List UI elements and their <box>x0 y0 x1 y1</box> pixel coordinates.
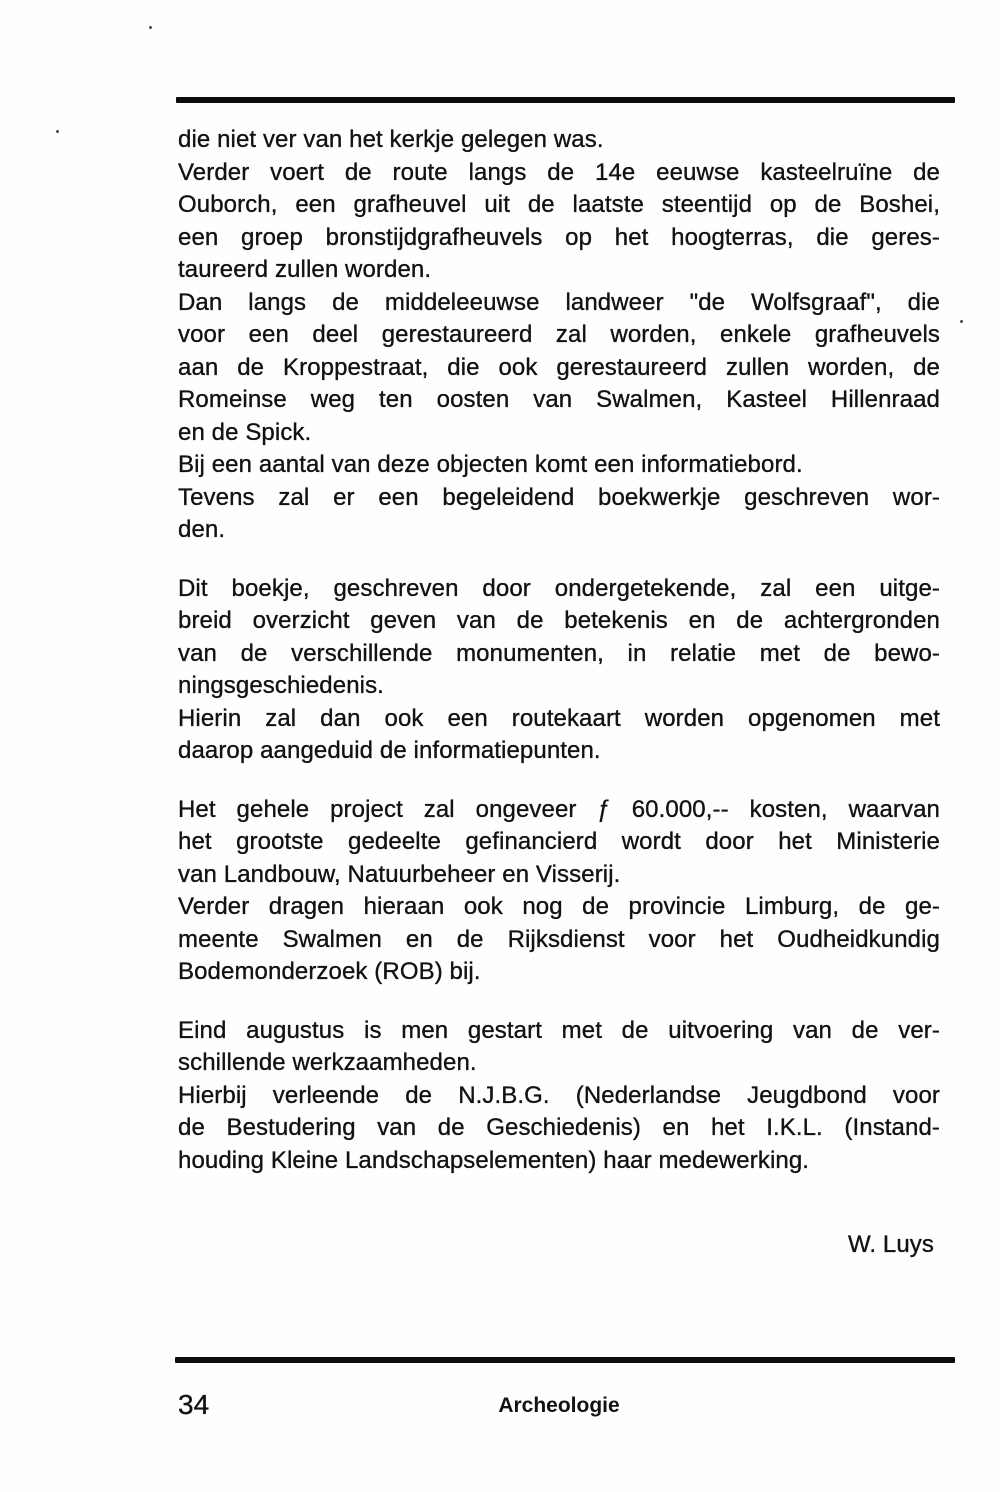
paragraph-gap <box>178 768 940 794</box>
top-rule <box>176 97 955 103</box>
text-line: en de Spick. <box>178 418 312 446</box>
text-line: breid overzicht geven van de betekenis en de achtergronden <box>178 607 940 634</box>
signature: W. Luys <box>847 1231 934 1258</box>
scan-speck <box>56 130 59 133</box>
text-line: van Landbouw, Natuurbeheer en Visserij. <box>178 860 621 888</box>
text-line: Romeinse weg ten oosten van Swalmen, Kasteel Hillenraad <box>178 386 940 413</box>
text-line: Verder voert de route langs de 14e eeuwse kasteelruïne de <box>178 158 940 186</box>
text-line: Dit boekje, geschreven door ondergetekende, zal een uitge- <box>178 574 940 602</box>
text-line: Dan langs de middeleeuwse landweer "de Wolfsgraaf", die <box>178 288 940 316</box>
text-line: taureerd zullen worden. <box>178 256 432 283</box>
paragraph <box>178 703 940 768</box>
footer <box>178 1388 940 1424</box>
text-line: den. <box>178 516 226 543</box>
scan-speck <box>960 320 963 323</box>
text-line: daarop aangeduid de informatiepunten. <box>178 737 601 764</box>
scan-speck <box>149 26 152 29</box>
text-line: een groep bronstijdgrafheuvels op het hoogterras, die geres- <box>178 223 940 251</box>
text-line: Bij een aantal van deze objecten komt een informatiebord. <box>178 451 803 478</box>
body-text <box>178 124 940 1262</box>
text-line: ningsgeschiedenis. <box>178 672 384 699</box>
text-line: Verder dragen hieraan ook nog de provincie Limburg, de ge- <box>178 893 940 920</box>
paragraph <box>178 794 940 892</box>
text-line: het grootste gedeelte gefinancierd wordt door het Ministerie <box>178 828 940 855</box>
page-number: 34 <box>178 1389 210 1420</box>
text-line: Het gehele project zal ongeveer ƒ 60.000,-- kosten, waarvan <box>178 795 940 823</box>
text-line: voor een deel gerestaureerd zal worden, enkele grafheuvels <box>178 321 940 348</box>
text-line: van de verschillende monumenten, in relatie met de bewo- <box>178 639 940 667</box>
text-line: Eind augustus is men gestart met de uitvoering van de ver- <box>178 1016 940 1044</box>
text-line: de Bestudering van de Geschiedenis) en het I.K.L. (Instand- <box>178 1114 940 1141</box>
text-line: Ouborch, een grafheuvel uit de laatste steentijd op de Boshei, <box>178 191 940 218</box>
text-line: houding Kleine Landschapselementen) haar medewerking. <box>178 1146 810 1174</box>
bottom-rule <box>175 1357 955 1363</box>
paragraph <box>178 1080 940 1178</box>
paragraph <box>178 449 940 482</box>
paragraph <box>178 157 940 287</box>
paragraph <box>178 124 940 157</box>
text-line: Tevens zal er een begeleidend boekwerkje geschreven wor- <box>178 483 940 511</box>
section-title: Archeologie <box>498 1394 620 1417</box>
paragraph <box>178 1015 940 1080</box>
paragraph <box>178 573 940 703</box>
signature-gap <box>178 1177 940 1229</box>
text-line: die niet ver van het kerkje gelegen was. <box>178 126 604 153</box>
paragraph-gap <box>178 547 940 573</box>
paragraph-gap <box>178 989 940 1015</box>
text-line: meente Swalmen en de Rijksdienst voor het Oudheidkundig <box>178 925 940 953</box>
paragraph <box>178 891 940 989</box>
text-line: schillende werkzaamheden. <box>178 1049 477 1076</box>
paragraph <box>178 482 940 547</box>
text-line: Hierbij verleende de N.J.B.G. (Nederlandse Jeugdbond voor <box>178 1081 940 1109</box>
paragraph <box>178 287 940 450</box>
text-line: aan de Kroppestraat, die ook gerestaureerd zullen worden, de <box>178 353 940 381</box>
text-line: Hierin zal dan ook een routekaart worden opgenomen met <box>178 704 940 732</box>
text-line: Bodemonderzoek (ROB) bij. <box>178 958 481 985</box>
